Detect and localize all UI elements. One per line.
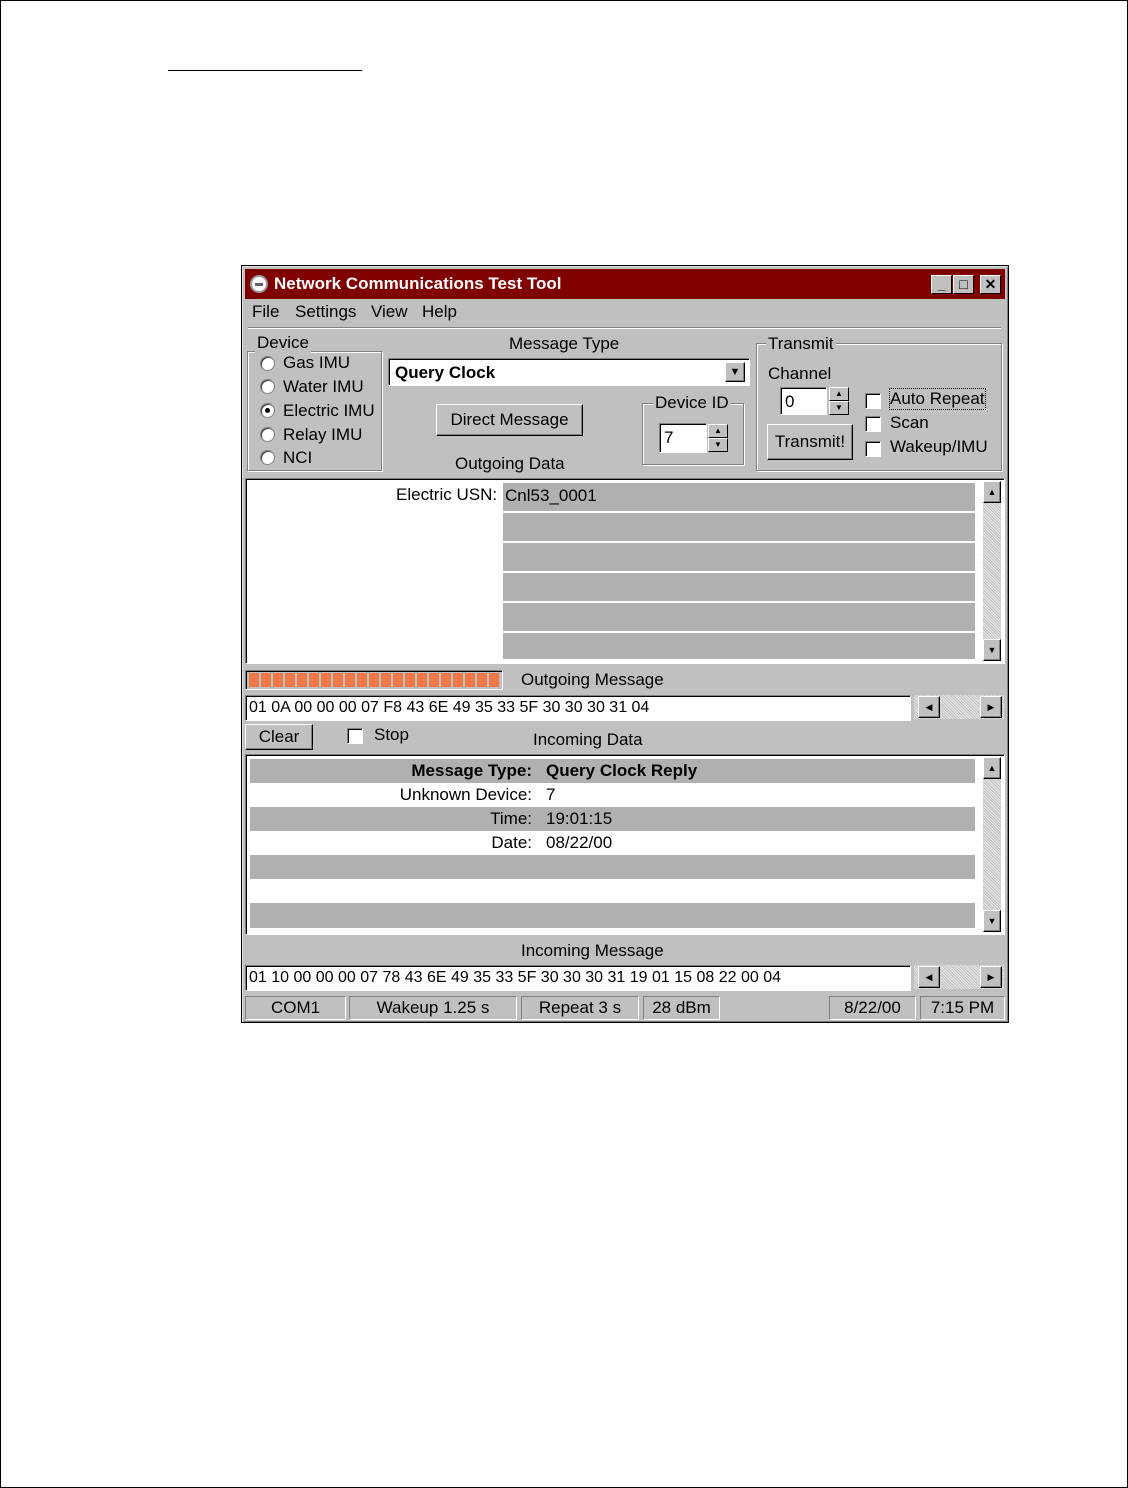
message-type-key: Message Type:: [411, 761, 532, 780]
scroll-up-icon[interactable]: ▲: [983, 757, 1001, 779]
device-id-value: 7: [664, 428, 674, 447]
status-time: 7:15 PM: [920, 996, 1005, 1020]
electric-usn-label: Electric USN:: [396, 485, 498, 504]
unknown-device-value: 7: [546, 785, 556, 804]
outgoing-row[interactable]: [503, 573, 975, 603]
progress-segment: [393, 673, 403, 687]
outgoing-data-panel: [245, 478, 1005, 664]
menu-separator: [248, 327, 1001, 329]
radio-electric-imu[interactable]: [260, 403, 275, 418]
scroll-right-icon[interactable]: ▶: [980, 696, 1002, 718]
device-id-input[interactable]: [659, 423, 707, 453]
device-group-label: Device: [257, 333, 309, 352]
menu-help[interactable]: Help: [422, 302, 457, 321]
title-bar[interactable]: [245, 269, 1005, 299]
progress-segment: [405, 673, 415, 687]
transmit-button-label: Transmit!: [774, 432, 846, 451]
message-type-select[interactable]: [388, 358, 750, 386]
status-date: 8/22/00: [829, 996, 916, 1020]
progress-segment: [429, 673, 439, 687]
radio-electric-imu-label: Electric IMU: [283, 401, 375, 420]
outgoing-message-field[interactable]: [245, 695, 911, 721]
scroll-left-icon[interactable]: ◀: [918, 966, 940, 988]
menu-view[interactable]: View: [371, 302, 408, 321]
progress-segment: [345, 673, 355, 687]
channel-label: Channel: [768, 364, 832, 383]
incoming-message-field[interactable]: [245, 965, 911, 991]
status-port: COM1: [245, 996, 346, 1020]
incoming-row[interactable]: [250, 903, 975, 928]
device-id-down-icon[interactable]: ▼: [708, 438, 728, 452]
progress-segment: [441, 673, 451, 687]
scroll-right-icon[interactable]: ▶: [980, 966, 1002, 988]
auto-repeat-label: Auto Repeat: [890, 389, 985, 408]
stop-checkbox[interactable]: [347, 728, 363, 744]
status-repeat: Repeat 3 s: [521, 996, 639, 1020]
wakeup-imu-label: Wakeup/IMU: [890, 437, 988, 456]
progress-segment: [261, 673, 271, 687]
date-key: Date:: [491, 833, 532, 852]
scan-label: Scan: [890, 413, 929, 432]
scroll-down-icon[interactable]: ▼: [983, 639, 1001, 661]
incoming-scrollbar[interactable]: [983, 757, 1001, 932]
progress-segment: [285, 673, 295, 687]
radio-water-imu-label: Water IMU: [283, 377, 364, 396]
radio-nci-label: NCI: [283, 448, 313, 467]
radio-relay-imu-label: Relay IMU: [283, 425, 363, 444]
auto-repeat-checkbox[interactable]: [865, 393, 881, 409]
outgoing-row[interactable]: [503, 603, 975, 633]
status-power: 28 dBm: [643, 996, 720, 1020]
menu-settings[interactable]: Settings: [295, 302, 357, 321]
channel-input[interactable]: [780, 387, 827, 415]
progress-segment: [309, 673, 319, 687]
outgoing-progress-bar: [245, 670, 503, 690]
progress-segment: [249, 673, 259, 687]
scan-checkbox[interactable]: [865, 416, 881, 432]
radio-nci[interactable]: [260, 450, 275, 465]
clear-button[interactable]: Clear: [245, 724, 313, 750]
status-wakeup: Wakeup 1.25 s: [349, 996, 517, 1020]
incoming-data-label: Incoming Data: [533, 730, 643, 749]
progress-segment: [417, 673, 427, 687]
time-value: 19:01:15: [546, 809, 613, 828]
incoming-row[interactable]: [250, 879, 975, 903]
radio-relay-imu[interactable]: [260, 427, 275, 442]
close-button[interactable]: ✕: [980, 275, 1001, 294]
progress-segment: [489, 673, 499, 687]
scroll-down-icon[interactable]: ▼: [983, 910, 1001, 932]
progress-segment: [357, 673, 367, 687]
progress-segment: [321, 673, 331, 687]
radio-gas-imu-label: Gas IMU: [283, 353, 351, 372]
scroll-up-icon[interactable]: ▲: [983, 481, 1001, 503]
stop-label: Stop: [374, 725, 409, 744]
radio-gas-imu[interactable]: [260, 356, 275, 371]
progress-segment: [465, 673, 475, 687]
electric-usn-value: Cnl53_0001: [505, 486, 597, 505]
window-title: Network Communications Test Tool: [274, 274, 562, 293]
progress-segment: [273, 673, 283, 687]
transmit-button[interactable]: [767, 424, 853, 460]
time-key: Time:: [490, 809, 532, 828]
scroll-left-icon[interactable]: ◀: [918, 696, 940, 718]
date-value: 08/22/00: [546, 833, 613, 852]
incoming-row[interactable]: [250, 831, 975, 855]
progress-segment: [333, 673, 343, 687]
radio-water-imu[interactable]: [260, 379, 275, 394]
outgoing-row[interactable]: [503, 483, 975, 513]
incoming-data-panel: [245, 754, 1005, 935]
app-window: [241, 265, 1009, 1023]
progress-segment: [453, 673, 463, 687]
device-id-up-icon[interactable]: ▲: [708, 424, 728, 438]
progress-segment: [369, 673, 379, 687]
progress-segment: [297, 673, 307, 687]
incoming-row[interactable]: [250, 759, 975, 783]
incoming-row[interactable]: [250, 807, 975, 831]
progress-segment: [477, 673, 487, 687]
app-globe-icon[interactable]: [250, 275, 268, 293]
progress-fill: [249, 673, 502, 687]
progress-segment: [381, 673, 391, 687]
outgoing-data-label: Outgoing Data: [455, 454, 565, 473]
outgoing-data-rows: [503, 483, 975, 661]
message-type-label: Message Type: [509, 334, 620, 353]
incoming-row[interactable]: [250, 855, 975, 879]
outgoing-row[interactable]: [503, 513, 975, 543]
transmit-group-label: Transmit: [768, 334, 834, 353]
outgoing-message-label: Outgoing Message: [521, 670, 664, 689]
dropdown-arrow-icon[interactable]: ▼: [725, 362, 745, 382]
outgoing-scrollbar[interactable]: [983, 481, 1001, 661]
incoming-row[interactable]: [250, 783, 975, 807]
channel-up-icon[interactable]: ▲: [829, 387, 849, 401]
device-id-label: Device ID: [655, 393, 729, 412]
maximize-button[interactable]: □: [953, 275, 974, 294]
channel-value: 0: [785, 392, 795, 411]
wakeup-imu-checkbox[interactable]: [865, 441, 881, 457]
outgoing-row[interactable]: [503, 633, 975, 661]
incoming-message-value: 01 10 00 00 00 07 78 43 6E 49 35 33 5F 30 30 30 31 19 01 15 08 22 00 04: [249, 969, 782, 986]
header-rule: [168, 70, 362, 71]
message-type-reply-value: Query Clock Reply: [546, 761, 698, 780]
menu-file[interactable]: File: [252, 302, 280, 321]
channel-down-icon[interactable]: ▼: [829, 401, 849, 415]
unknown-device-key: Unknown Device:: [399, 785, 532, 804]
direct-message-button[interactable]: Direct Message: [436, 404, 583, 436]
incoming-message-label: Incoming Message: [521, 941, 664, 960]
outgoing-row[interactable]: [503, 543, 975, 573]
message-type-value: Query Clock: [395, 363, 496, 382]
minimize-button[interactable]: _: [931, 275, 952, 294]
outgoing-message-value: 01 0A 00 00 00 07 F8 43 6E 49 35 33 5F 30 30 30 31 04: [249, 699, 650, 716]
